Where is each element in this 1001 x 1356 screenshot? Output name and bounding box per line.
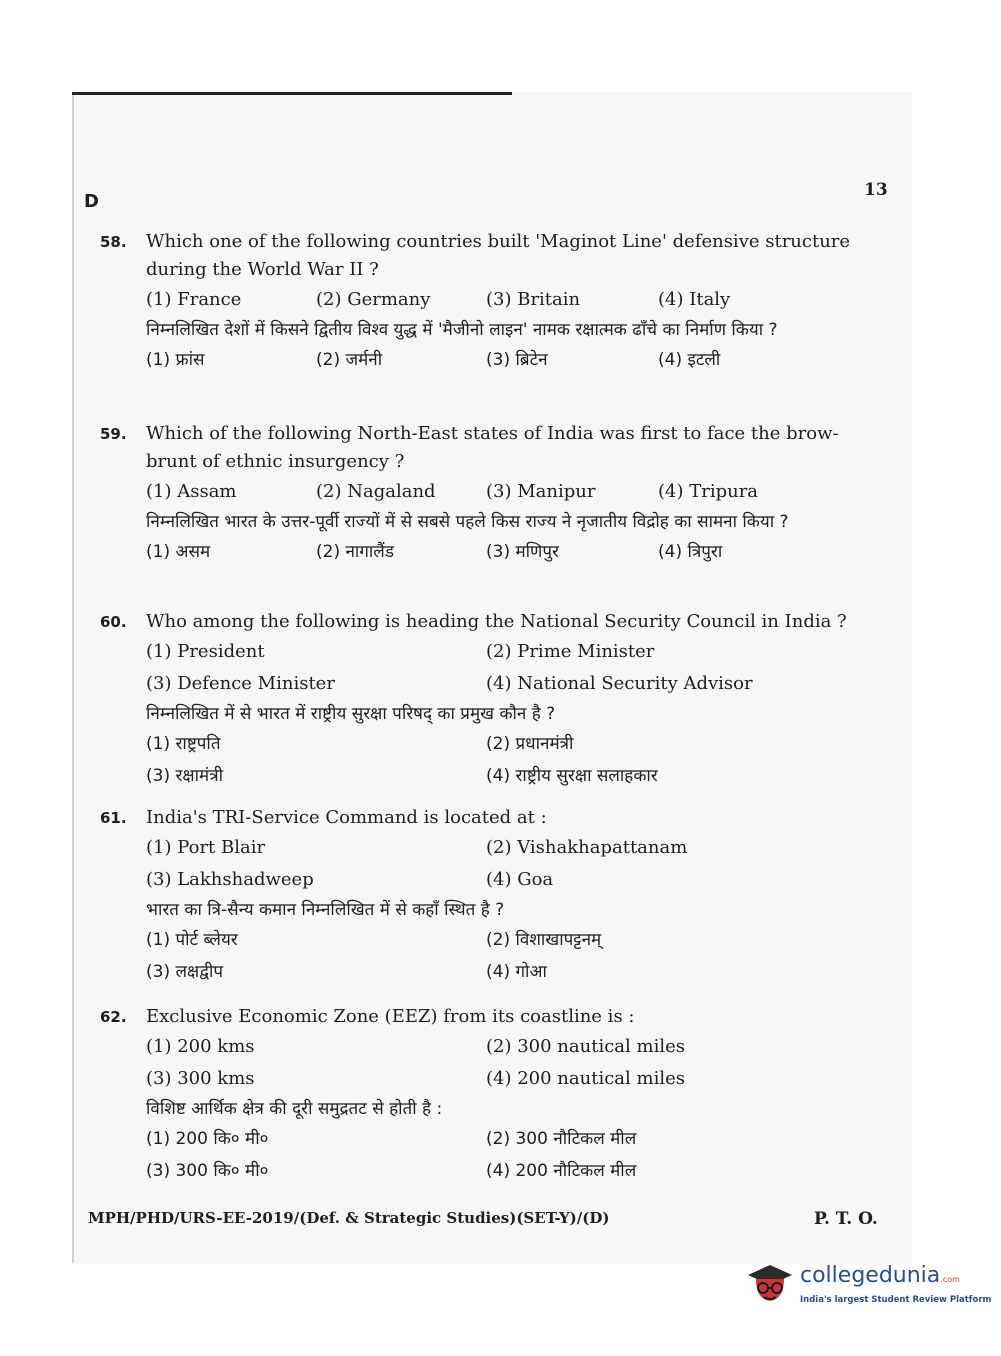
option-1-hindi: (1) फ्रांस: [146, 350, 205, 370]
option-4: (4) National Security Advisor: [486, 673, 753, 694]
option-1-hindi: (1) पोर्ट ब्लेयर: [146, 930, 238, 950]
question-text: Who among the following is heading the National Security Council in India ?: [146, 611, 847, 632]
option-1: (1) France: [146, 289, 242, 310]
option-3: (3) Lakhshadweep: [146, 869, 314, 890]
options-english: [146, 476, 880, 508]
option-2-hindi: (2) 300 नौटिकल मील: [486, 1129, 637, 1149]
question-text-hindi: निम्नलिखित भारत के उत्तर-पूर्वी राज्यों में से सबसे पहले किस राज्य ने नृजातीय विद्रोह का सामना किया ?: [146, 512, 789, 532]
option-4-hindi: (4) राष्ट्रीय सुरक्षा सलाहकार: [486, 766, 658, 786]
option-1-hindi: (1) राष्ट्रपति: [146, 734, 221, 754]
option-3: (3) Defence Minister: [146, 673, 335, 694]
options-hindi: [146, 344, 880, 376]
option-4-hindi: (4) 200 नौटिकल मील: [486, 1161, 637, 1181]
option-2-hindi: (2) जर्मनी: [316, 350, 383, 370]
question-text: Which one of the following countries built 'Maginot Line' defensive structure during the World War II ?: [146, 231, 851, 280]
options-hindi: [146, 924, 880, 988]
set-letter: D: [84, 191, 99, 212]
question-text-hindi: निम्नलिखित देशों में किसने द्वितीय विश्व युद्ध में 'मैजीनो लाइन' नामक रक्षात्मक ढाँचे का निर्माण किया ?: [146, 320, 778, 340]
option-4-hindi: (4) इटली: [658, 350, 721, 370]
paper-code: MPH/PHD/URS-EE-2019/(Def. & Strategic Studies)(SET-Y)/(D): [88, 1209, 610, 1227]
option-4: (4) Tripura: [658, 481, 759, 502]
options-english: [146, 284, 880, 316]
option-3: (3) Manipur: [486, 481, 596, 502]
options-english: [146, 832, 880, 896]
option-1-hindi: (1) असम: [146, 542, 211, 562]
mascot-icon: [740, 1257, 796, 1313]
options-hindi: [146, 1123, 880, 1187]
left-margin-line: [72, 95, 74, 1263]
option-2: (2) 300 nautical miles: [486, 1036, 685, 1057]
option-3: (3) 300 kms: [146, 1068, 255, 1089]
collegedunia-watermark: [740, 1255, 992, 1315]
question-number: 58.: [100, 233, 127, 251]
question-text-hindi: भारत का त्रि-सैन्य कमान निम्नलिखित में से कहाँ स्थित है ?: [146, 900, 505, 920]
option-3-hindi: (3) ब्रिटेन: [486, 350, 548, 370]
question-59: [100, 420, 880, 568]
question-text: Exclusive Economic Zone (EEZ) from its coastline is :: [146, 1006, 635, 1027]
option-2-hindi: (2) विशाखापट्टनम्: [486, 930, 602, 950]
question-60: [100, 608, 880, 792]
top-rule: [72, 92, 512, 95]
options-english: [146, 1031, 880, 1095]
option-2-hindi: (2) नागालैंड: [316, 542, 394, 562]
option-1: (1) President: [146, 641, 265, 662]
question-number: 60.: [100, 613, 127, 631]
option-1: (1) Assam: [146, 481, 237, 502]
option-2: (2) Nagaland: [316, 481, 436, 502]
question-text-hindi: विशिष्ट आर्थिक क्षेत्र की दूरी समुद्रतट से होती है :: [146, 1099, 443, 1119]
option-1-hindi: (1) 200 कि० मी०: [146, 1129, 269, 1149]
question-number: 62.: [100, 1008, 127, 1026]
question-58: [100, 228, 880, 376]
option-3-hindi: (3) मणिपुर: [486, 542, 559, 562]
option-4: (4) Italy: [658, 289, 731, 310]
option-3-hindi: (3) 300 कि० मी०: [146, 1161, 269, 1181]
option-2: (2) Germany: [316, 289, 431, 310]
question-61: [100, 804, 880, 988]
options-english: [146, 636, 880, 700]
option-2: (2) Vishakhapattanam: [486, 837, 688, 858]
brand-name: collegedunia.com: [800, 1263, 960, 1288]
option-4: (4) 200 nautical miles: [486, 1068, 685, 1089]
option-1: (1) 200 kms: [146, 1036, 255, 1057]
option-4-hindi: (4) त्रिपुरा: [658, 542, 723, 562]
page-number: 13: [864, 180, 888, 200]
option-3: (3) Britain: [486, 289, 581, 310]
option-3-hindi: (3) लक्षद्वीप: [146, 962, 224, 982]
brand-tagline: India's largest Student Review Platform: [800, 1295, 992, 1305]
options-hindi: [146, 536, 880, 568]
question-62: [100, 1003, 880, 1187]
option-4-hindi: (4) गोआ: [486, 962, 547, 982]
option-4: (4) Goa: [486, 869, 554, 890]
question-number: 59.: [100, 425, 127, 443]
options-hindi: [146, 728, 880, 792]
pto-label: P. T. O.: [814, 1209, 878, 1229]
question-text: Which of the following North-East states of India was first to face the brow-brunt of ethnic insurgency ?: [146, 423, 839, 472]
option-3-hindi: (3) रक्षामंत्री: [146, 766, 223, 786]
question-text: India's TRI-Service Command is located at :: [146, 807, 547, 828]
option-2-hindi: (2) प्रधानमंत्री: [486, 734, 574, 754]
question-text-hindi: निम्नलिखित में से भारत में राष्ट्रीय सुरक्षा परिषद् का प्रमुख कौन है ?: [146, 704, 556, 724]
option-1: (1) Port Blair: [146, 837, 266, 858]
option-2: (2) Prime Minister: [486, 641, 655, 662]
question-number: 61.: [100, 809, 127, 827]
